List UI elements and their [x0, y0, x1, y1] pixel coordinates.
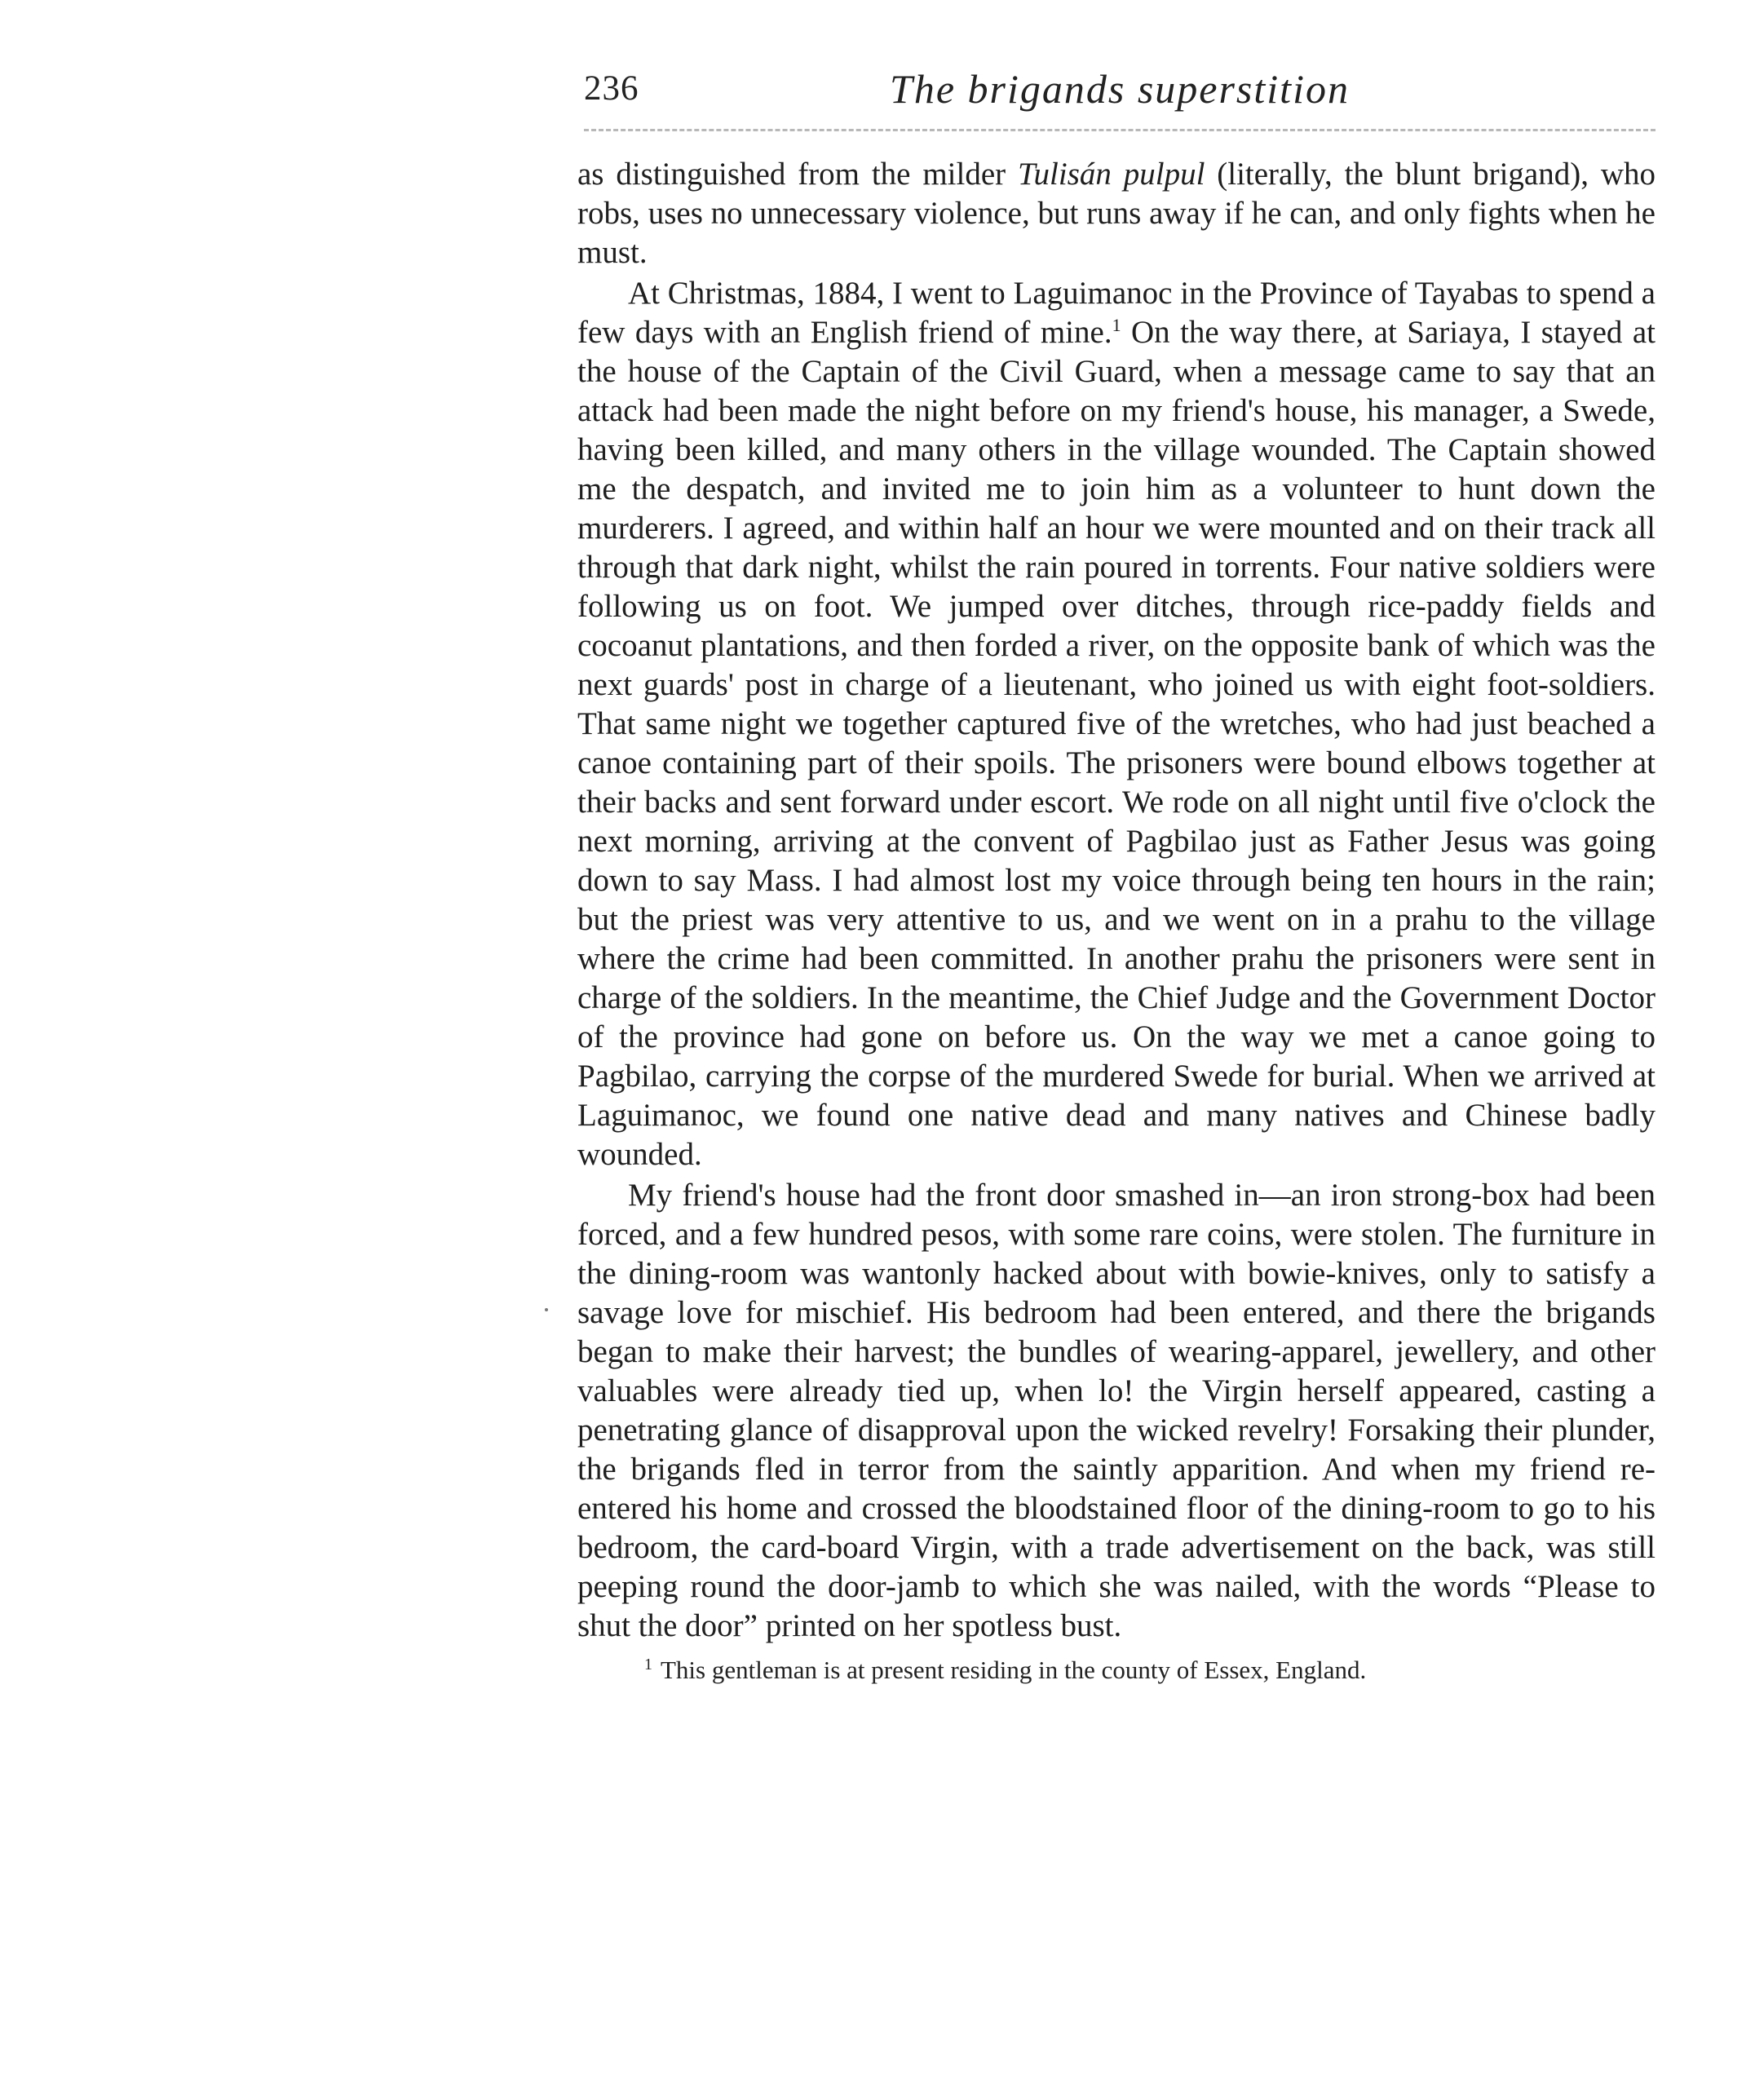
page-number: 236: [584, 69, 639, 108]
body-text: [577, 155, 1656, 1687]
paragraph-1-lead: as distinguished from the milder: [577, 157, 1018, 192]
running-head: [584, 65, 1656, 117]
paragraph-3: My friend's house had the front door smashed in—an iron strong-box had been forced, and a few hundred pesos, with some rare coins, were stolen. The furniture in the dining-room was wantonly hacked about with bowie-knives, only to satisfy a savage love for mischief. His bedroom had been entered, and there the brigands began to make their harvest; the bundles of wearing-apparel, jewellery, and other valuables were already tied up, when lo! the Virgin herself appeared, casting a penetrating glance of disapproval upon the wicked revelry! Forsaking their plunder, the brigands fled in terror from the saintly apparition. And when my friend re-entered his home and crossed the bloodstained floor of the dining-room to go to his bedroom, the card-board Virgin, with a trade advertisement on the back, was still peeping round the door-jamb to which she was nailed, with the words “Please to shut the door” printed on her spotless bust.: [577, 1178, 1656, 1643]
paragraph-1: [577, 155, 1656, 272]
footnote-reference: 1: [1112, 315, 1121, 335]
margin-dot: [545, 1308, 548, 1311]
running-title: The brigands superstition: [890, 66, 1350, 112]
paragraph-2: [577, 274, 1656, 1174]
paragraph-2-rest: On the way there, at Sariaya, I stayed at the house of the Captain of the Civil Guard, when a message came to say that an attack had been made the night before on my friend's house, his manager, a Swede, having been killed, and many others in the village wounded. The Captain showed me the despatch, and invited me to join him as a volunteer to hunt down the murderers. I agreed, and within half an hour we were mounted and on their track all through that dark night, whilst the rain poured in torrents. Four native soldiers were following us on foot. We jumped over ditches, through rice-paddy fields and cocoanut plantations, and then forded a river, on the opposite bank of which was the next guards' post in charge of a lieutenant, who joined us with eight foot-soldiers. That same night we together captured five of the wretches, who had just beached a canoe containing part of their spoils. The prisoners were bound elbows together at their backs and sent forward under escort. We rode on all night until five o'clock the next morning, arriving at the convent of Pagbilao just as Father Jesus was going down to say Mass. I had almost lost my voice through being ten hours in the rain; but the priest was very attentive to us, and we went on in a prahu to the village where the crime had been committed. In another prahu the prisoners were sent in charge of the soldiers. In the meantime, the Chief Judge and the Government Doctor of the province had gone on before us. On the way we met a canoe going to Pagbilao, carrying the corpse of the murdered Swede for burial. When we arrived at Laguimanoc, we found one native dead and many natives and Chinese badly wounded.: [577, 315, 1656, 1172]
footnote: [577, 1654, 1656, 1687]
header-rule: [584, 129, 1656, 131]
footnote-marker: 1: [644, 1655, 652, 1673]
tagalog-term: Tulisán pulpul: [1018, 157, 1205, 192]
paragraph-1-rest: (literally, the blunt brigand), who robs, uses no unnecessary violence, but runs away if he can, and only fights when he must.: [577, 157, 1656, 270]
footnote-text: This gentleman is at present residing in the county of Essex, England.: [661, 1656, 1367, 1684]
paragraph-2-lead: At Christmas, 1884, I went to Laguimanoc in the Province of Tayabas to spend a few days with an English friend of mine.: [577, 276, 1656, 350]
